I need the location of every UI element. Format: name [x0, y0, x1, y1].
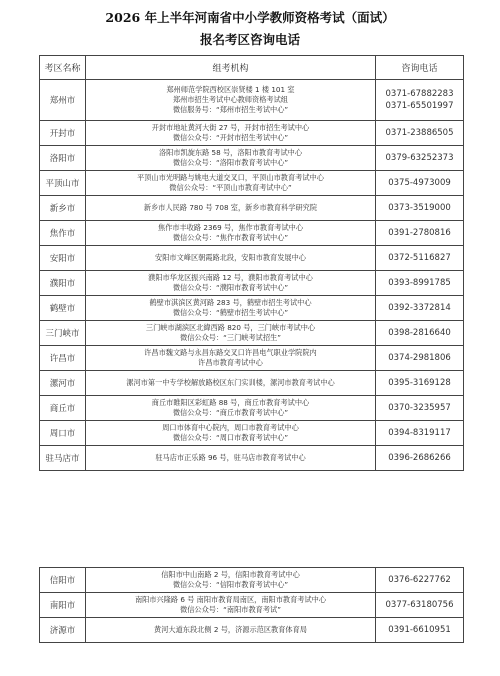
agency-line: 驻马店市正乐路 96 号，驻马店市教育考试中心 [155, 453, 306, 462]
agency-line: 微信公众号：“三门峡考试招生” [180, 333, 281, 342]
table-row [40, 396, 464, 421]
phone-number: 0371-23886505 [385, 128, 454, 138]
district-name: 郑州市 [40, 80, 86, 121]
phone-number: 0393-8991785 [388, 278, 451, 288]
agency-info [86, 196, 376, 221]
table-row [40, 296, 464, 321]
agency-line: 南阳市兴隆路 6 号 南阳市教育局南区，南阳市教育考试中心 [134, 595, 327, 604]
table-row [40, 593, 464, 618]
table-row [40, 446, 464, 471]
district-name: 信阳市 [40, 568, 86, 593]
district-name: 商丘市 [40, 396, 86, 421]
phone-cell [376, 271, 464, 296]
district-name: 濮阳市 [40, 271, 86, 296]
table-row [40, 221, 464, 246]
district-name: 安阳市 [40, 246, 86, 271]
agency-info [86, 271, 376, 296]
phone-number: 0372-5116827 [388, 253, 451, 263]
page-title: 2026 年上半年河南省中小学教师资格考试（面试） [105, 10, 395, 25]
phone-number: 0391-6610951 [388, 625, 451, 635]
phone-cell [376, 146, 464, 171]
phone-number: 0371-65501997 [385, 101, 454, 111]
phone-cell [376, 121, 464, 146]
district-name: 驻马店市 [40, 446, 86, 471]
phone-cell [376, 346, 464, 371]
agency-line: 微信公众号：“鹤壁市招生考试中心” [172, 308, 289, 317]
agency-info [86, 321, 376, 346]
district-name: 开封市 [40, 121, 86, 146]
table-row [40, 121, 464, 146]
agency-line: 焦作市丰收路 2369 号，焦作市教育考试中心 [157, 223, 304, 232]
agency-info [86, 446, 376, 471]
header-district: 考区名称 [40, 56, 86, 80]
agency-line: 微信公众号：“南阳市教育考试” [180, 605, 281, 614]
agency-line: 许昌市教育考试中心 [198, 358, 263, 367]
agency-line: 开封市地址黄河大街 27 号，开封市招生考试中心 [151, 123, 310, 132]
district-name: 周口市 [40, 421, 86, 446]
agency-line: 平顶山市光明路与姚电大道交叉口，平顶山市教育考试中心 [137, 173, 324, 182]
phone-cell [376, 396, 464, 421]
table-row [40, 568, 464, 593]
agency-line: 鹤壁市淇滨区黄河路 283 号，鹤壁市招生考试中心 [149, 298, 312, 307]
district-name: 平顶山市 [40, 171, 86, 196]
district-name: 新乡市 [40, 196, 86, 221]
district-name: 焦作市 [40, 221, 86, 246]
phone-cell [376, 618, 464, 643]
header-phone: 咨询电话 [376, 56, 464, 80]
agency-info [86, 296, 376, 321]
agency-line: 微信公众号：“商丘市教育考试中心” [172, 408, 289, 417]
table-row [40, 321, 464, 346]
agency-info [86, 371, 376, 396]
table-row [40, 271, 464, 296]
agency-line: 微信公众号：“周口市教育考试中心” [172, 433, 289, 442]
phone-number: 0370-3235957 [388, 403, 451, 413]
agency-info [86, 80, 376, 121]
page-subtitle: 报名考区咨询电话 [199, 32, 300, 47]
agency-line: 新乡市人民路 780 号 708 室，新乡市教育科学研究院 [143, 203, 318, 212]
agency-info [86, 246, 376, 271]
table-row [40, 371, 464, 396]
agency-line: 信阳市中山南路 2 号，信阳市教育考试中心 [161, 570, 300, 579]
consultation-table [39, 55, 464, 471]
consultation-table-continued [39, 567, 464, 643]
district-name: 洛阳市 [40, 146, 86, 171]
agency-line: 微信服务号：“郑州市招生考试中心” [172, 105, 289, 114]
header-agency: 组考机构 [86, 56, 376, 80]
phone-cell [376, 221, 464, 246]
district-name: 许昌市 [40, 346, 86, 371]
agency-info [86, 421, 376, 446]
agency-line: 商丘市睢阳区彩虹路 88 号，商丘市教育考试中心 [151, 398, 310, 407]
district-name: 济源市 [40, 618, 86, 643]
agency-info [86, 593, 376, 618]
phone-cell [376, 568, 464, 593]
phone-number: 0391-2780816 [388, 228, 451, 238]
agency-line: 濮阳市华龙区振兴南路 12 号，濮阳市教育考试中心 [148, 273, 313, 282]
agency-line: 许昌市魏文路与永昌东路交叉口许昌电气职业学院院内 [144, 348, 317, 357]
phone-cell [376, 593, 464, 618]
phone-cell [376, 80, 464, 121]
district-name: 三门峡市 [40, 321, 86, 346]
agency-info [86, 568, 376, 593]
phone-number: 0395-3169128 [388, 378, 451, 388]
agency-line: 三门峡市湖滨区北緯西路 820 号，三门峡市考试中心 [145, 323, 316, 332]
table-row [40, 80, 464, 121]
phone-number: 0392-3372814 [388, 303, 451, 313]
agency-line: 黄河大道东段北侧 2 号，济源示范区教育体育局 [154, 625, 307, 634]
phone-number: 0377-63180756 [385, 600, 454, 610]
table-row [40, 171, 464, 196]
phone-cell [376, 421, 464, 446]
phone-cell [376, 171, 464, 196]
table-row [40, 146, 464, 171]
table-header-row [40, 56, 464, 80]
phone-cell [376, 296, 464, 321]
phone-number: 0371-67882283 [385, 89, 454, 99]
phone-number: 0374-2981806 [388, 353, 451, 363]
agency-info [86, 121, 376, 146]
agency-line: 微信公众号：“开封市招生考试中心” [172, 133, 289, 142]
table-row [40, 618, 464, 643]
phone-number: 0376-6227762 [388, 575, 451, 585]
agency-info [86, 171, 376, 196]
agency-line: 洛阳市凯旋东路 58 号，洛阳市教育考试中心 [158, 148, 303, 157]
phone-cell [376, 196, 464, 221]
phone-number: 0379-63252373 [385, 153, 454, 163]
phone-number: 0373-3519000 [388, 203, 451, 213]
agency-line: 周口市体育中心院内，周口市教育考试中心 [162, 423, 299, 432]
agency-info [86, 146, 376, 171]
phone-number: 0396-2686266 [388, 453, 451, 463]
agency-line: 微信公众号：“信阳市教育考试中心” [172, 580, 289, 589]
agency-line: 安阳市文峰区朝霞路北段，安阳市教育发展中心 [155, 253, 306, 262]
table-row [40, 246, 464, 271]
phone-cell [376, 246, 464, 271]
table-row [40, 196, 464, 221]
district-name: 南阳市 [40, 593, 86, 618]
agency-line: 郑州师范学院西校区崇贤楼 1 楼 101 室 [166, 85, 295, 94]
phone-number: 0398-2816640 [388, 328, 451, 338]
phone-number: 0394-8319117 [388, 428, 451, 438]
agency-info [86, 346, 376, 371]
table-row [40, 346, 464, 371]
agency-line: 郑州市招生考试中心教师资格考试组 [172, 95, 288, 104]
district-name: 漯河市 [40, 371, 86, 396]
phone-number: 0375-4973009 [388, 178, 451, 188]
table-row [40, 421, 464, 446]
agency-line: 微信公众号：“平顶山市教育考试中心” [169, 183, 292, 192]
phone-cell [376, 446, 464, 471]
agency-info [86, 618, 376, 643]
agency-info [86, 221, 376, 246]
phone-cell [376, 321, 464, 346]
agency-info [86, 396, 376, 421]
phone-cell [376, 371, 464, 396]
agency-line: 微信公众号：“濮阳市教育考试中心” [172, 283, 289, 292]
agency-line: 微信公众号：“洛阳市教育考试中心” [172, 158, 289, 167]
district-name: 鹤壁市 [40, 296, 86, 321]
agency-line: 漯河市第一中专学校解放路校区东门实训楼，漯河市教育考试中心 [126, 378, 335, 387]
agency-line: 微信公众号：“焦作市教育考试中心” [172, 233, 289, 242]
